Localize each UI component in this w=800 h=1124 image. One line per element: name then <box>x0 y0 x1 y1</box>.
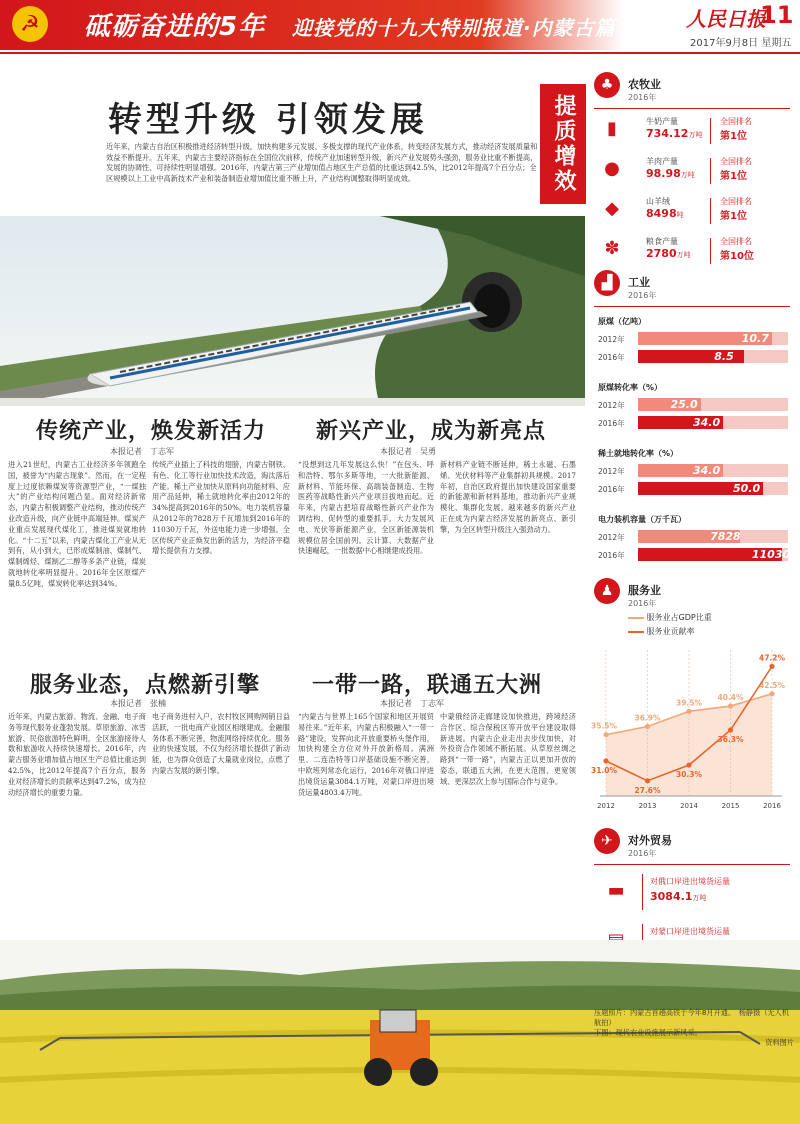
trade-year: 2016年 <box>628 849 657 858</box>
industry-bar-row <box>598 332 794 346</box>
byline-traditional: 本报记者 丁志军 <box>110 447 174 456</box>
header-divider <box>0 52 800 54</box>
industry-indicator-label: 电力装机容量（万千瓦） <box>598 515 686 524</box>
agri-item-rank: 第1位 <box>720 171 747 182</box>
industry-bar-value: 8.5 <box>714 350 734 363</box>
article-traditional-col2: 传统产业插上了科技的翅膀，内蒙古钢铁、有色、化工等行业加快技术改造，淘汰落后产能。稀土产业加快从原料向功能材料、应用产品延伸，稀土就地转化率由2012年的34%提高到2016年的50%。电力装机容量从2012年的7828万千瓦增加到2016年的11030万千瓦，外送电能力进一步增强。全区传统产业正焕发出新的活力，为经济平稳增长提供有力支撑。 <box>152 460 290 556</box>
section-title-belt-road: 一带一路，联通五大洲 <box>312 672 543 698</box>
sheep-icon: ● <box>604 158 620 179</box>
chart-point <box>603 732 608 737</box>
industry-bar-year: 2016年 <box>598 353 625 362</box>
trade-item-unit: 万吨 <box>692 894 707 902</box>
section-title-emerging: 新兴产业，成为新亮点 <box>316 418 547 444</box>
byline-belt-road: 本报记者 丁志军 <box>380 699 444 708</box>
article-emerging-col1: “没想到这几年发展这么快！”在包头、呼和浩特、鄂尔多斯等地，一大批新能源、新材料、节能环保、高端装备制造、生物医药等战略性新兴产业项目拔地而起。近年来，内蒙古把培育战略性新兴产业作为调结构、促转型的重要抓手，大力发展风电、光伏等新能源产业，全区新能源装机规模位居全国前列。云计算、大数据产业快速崛起，一批数据中心相继建成投用。 <box>298 460 434 556</box>
agri-item-number: 734.12 <box>646 127 689 140</box>
service-line-chart <box>588 636 794 826</box>
newspaper-logo: 人民日报 <box>686 7 766 31</box>
industry-bar-row <box>598 548 794 562</box>
industry-bar-row <box>598 464 794 478</box>
infographic-panel <box>588 58 800 1068</box>
chart-point <box>728 727 733 732</box>
agri-item-rank: 第10位 <box>720 251 754 262</box>
service-year: 2016年 <box>628 599 657 608</box>
industry-bar-value: 10.7 <box>741 332 769 345</box>
chart-data-label: 31.0% <box>590 765 618 775</box>
byline-emerging: 本报记者 吴勇 <box>380 447 436 456</box>
industry-bar-value: 25.0 <box>670 398 698 411</box>
agri-item-value <box>646 207 684 220</box>
trade-item-separator <box>642 874 643 910</box>
agri-item-number: 98.98 <box>646 167 681 180</box>
agri-item-separator <box>710 238 711 264</box>
industry-bar-row <box>598 350 794 364</box>
party-emblem-icon: ☭ <box>12 6 48 42</box>
intro-paragraph: 近年来，内蒙古自治区积极推进经济转型升级，加快构建多元发展、多极支撑的现代产业体系，转变经济发展方式，推动经济发展质量和效益不断提升。五年来，内蒙古主要经济指标在全国位次前移，传统产业加速转型升级，新兴产业发展势头强劲，服务业比重不断提高，发展的协调性、可持续性明显增强。2016年，内蒙古第三产业增加值占地区生产总值的比重达到42.5%，比2012年提高7个百分点；全区规模以上工业中高新技术产业和装备制造业增加值比重不断上升，产业结构调整取得明显成效。 <box>106 142 538 183</box>
chart-point <box>728 703 733 708</box>
agri-item-value <box>646 127 702 140</box>
header-subtitle: 迎接党的十九大特别报道·内蒙古篇 <box>292 16 616 40</box>
page-number: 11 <box>760 1 794 29</box>
agri-item-rank-label: 全国排名 <box>720 117 752 126</box>
agri-item-separator <box>710 198 711 224</box>
header-slogan: 砥砺奋进的5年 <box>84 12 266 42</box>
chart-data-label: 30.3% <box>675 770 703 780</box>
agri-item-name: 牛奶产量 <box>646 117 678 126</box>
industry-bar-year: 2012年 <box>598 335 625 344</box>
agri-item <box>598 156 788 186</box>
industry-block <box>588 270 794 560</box>
chart-data-label: 36.3% <box>717 735 744 745</box>
byline-service: 本报记者 张楠 <box>110 699 166 708</box>
section-title-service: 服务业态，点燃新引擎 <box>30 672 261 698</box>
chart-data-label: 27.6% <box>634 785 661 795</box>
industry-bar-value: 34.0 <box>693 464 721 477</box>
agri-item-separator <box>710 158 711 184</box>
trade-item-name: 对俄口岸进出境货运量 <box>650 877 730 886</box>
chart-data-label: 36.9% <box>634 713 661 723</box>
agri-item <box>598 196 788 226</box>
industry-bar-value: 50.0 <box>733 482 761 495</box>
legend-gdp-label: 服务业占GDP比重 <box>646 613 712 622</box>
agri-item-rank-label: 全国排名 <box>720 157 752 166</box>
industry-year: 2016年 <box>628 291 657 300</box>
industry-bar-year: 2016年 <box>598 551 625 560</box>
chart-point <box>769 664 774 669</box>
chart-data-label: 35.5% <box>590 721 618 731</box>
article-emerging-col2: 新材料产业链不断延伸，稀土永磁、石墨烯、光伏材料等产业集群初具规模。2017年初，自治区政府提出加快建设国家重要的新能源和新材料基地，推动新兴产业规模化、集群化发展。越来越多的新兴产业正在成为内蒙古经济发展的新亮点、新引擎，为全区转型升级注入强劲动力。 <box>440 460 576 534</box>
page-header <box>0 0 800 50</box>
chart-data-label: 47.2% <box>758 653 786 663</box>
person-icon: ♟ <box>594 578 620 604</box>
section-title-traditional: 传统产业，焕发新活力 <box>36 418 267 444</box>
agri-item-number: 8498 <box>646 207 677 220</box>
agri-item-name: 山羊绒 <box>646 197 670 206</box>
agri-item <box>598 236 788 266</box>
truck-icon: ▬ <box>607 880 625 901</box>
trade-item-value <box>650 890 706 903</box>
trade-item <box>598 874 788 914</box>
industry-bar-year: 2016年 <box>598 485 625 494</box>
article-belt-road-col2: 中蒙俄经济走廊建设加快推进，跨境经济合作区、综合保税区等开放平台建设取得新进展。内蒙古企业走出去步伐加快，对外投资合作领域不断拓展。从草原丝绸之路到“一带一路”，内蒙古正以更加开放的姿态，联通五大洲，在更大范围、更宽领域、更深层次上参与国际合作与竞争。 <box>440 712 576 786</box>
chart-point <box>686 709 691 714</box>
farm-icon: ♣ <box>594 72 620 98</box>
chart-x-tick-label: 2014 <box>680 802 698 810</box>
industry-bar-row <box>598 482 794 496</box>
page-title: 转型升级 引领发展 <box>108 100 428 140</box>
agri-item-rank-label: 全国排名 <box>720 197 752 206</box>
agriculture-block <box>588 66 794 276</box>
agri-item-number: 2780 <box>646 247 677 260</box>
industry-title: 工业 <box>628 276 650 289</box>
agri-item-unit: 万吨 <box>680 171 695 179</box>
chart-data-label: 42.5% <box>758 680 786 690</box>
agriculture-title: 农牧业 <box>628 78 661 91</box>
trade-divider <box>594 864 790 865</box>
agri-item <box>598 116 788 146</box>
article-service-col2: 电子商务进村入户，农村牧区网购网销日益活跃，一批电商产业园区相继建成。金融服务体系不断完善，物流网络持续优化。服务业的快速发展，不仅为经济增长提供了新动能，也为群众创造了大量就业岗位，点燃了内蒙古发展的新引擎。 <box>152 712 290 775</box>
agri-item-rank: 第1位 <box>720 131 747 142</box>
agri-item-unit: 万吨 <box>676 251 691 259</box>
chart-x-tick-label: 2016 <box>763 802 781 810</box>
industry-bar-year: 2012年 <box>598 401 625 410</box>
chart-point <box>686 762 691 767</box>
industry-bar-year: 2012年 <box>598 467 625 476</box>
agri-item-unit: 吨 <box>676 211 684 219</box>
article-traditional-col1: 进入21世纪，内蒙古工业经济多年领跑全国，被誉为“内蒙古现象”。然而，在一定程度上过度依赖煤炭等资源型产业，“一煤独大”的产业结构问题凸显。面对经济新常态，内蒙古积极调整产业结构，推动传统产业改造升级，向产业链中高端延伸。煤炭产业重点发展现代煤化工，推进煤炭就地转化。“十二五”以来，内蒙古煤化工产业从无到有，从小到大，已形成煤制油、煤制气、煤制烯烃、煤制乙二醇等多条产业链，煤炭就地转化率明显提升。2016年全区原煤产量8.5亿吨，煤炭转化率达到34%。 <box>8 460 146 588</box>
grain-icon: ✽ <box>604 238 620 259</box>
service-title: 服务业 <box>628 584 661 597</box>
caption-line-2: 下图：现代农业设施展示新风采。 <box>594 1028 702 1037</box>
industry-indicator-label: 原煤转化率（%） <box>598 383 663 392</box>
chart-x-tick-label: 2013 <box>638 802 657 810</box>
chart-point <box>769 691 774 696</box>
legend-contrib-label: 服务业贡献率 <box>646 627 695 636</box>
photo-caption <box>594 1008 794 1048</box>
side-tag: 提质增效 <box>540 84 586 204</box>
milk-icon: ▮ <box>607 118 617 139</box>
service-block <box>588 578 794 868</box>
legend-gdp <box>628 612 712 623</box>
industry-bar-row <box>598 398 794 412</box>
industry-bar-row <box>598 416 794 430</box>
cargo-icon: ✈ <box>594 828 620 854</box>
agri-item-name: 粮食产量 <box>646 237 678 246</box>
trade-title: 对外贸易 <box>628 834 672 847</box>
goat-icon: ◆ <box>605 198 619 219</box>
industry-bar-row <box>598 530 794 544</box>
chart-x-tick-label: 2015 <box>721 802 740 810</box>
industry-indicator-label: 原煤（亿吨） <box>598 317 646 326</box>
chart-point <box>645 778 650 783</box>
agri-item-separator <box>710 118 711 144</box>
agri-item-unit: 万吨 <box>688 131 703 139</box>
agri-item-rank: 第1位 <box>720 211 747 222</box>
issue-date: 2017年9月8日 星期五 <box>690 38 792 49</box>
chart-point <box>603 758 608 763</box>
caption-line-1: 压题照片：内蒙古首趟高铁于今年8月开通。 杨静摄（无人机航拍） <box>594 1008 790 1027</box>
industry-bar-year: 2012年 <box>598 533 625 542</box>
agri-item-rank-label: 全国排名 <box>720 237 752 246</box>
train-illustration <box>0 216 585 406</box>
trade-item-name: 对蒙口岸进出境货运量 <box>650 927 730 936</box>
industry-bar-value: 7828 <box>710 530 741 543</box>
agri-item-name: 羊肉产量 <box>646 157 678 166</box>
trade-item-number: 3084.1 <box>650 890 693 903</box>
article-belt-road-col1: “内蒙古与世界上165个国家和地区开展贸易往来。”近年来，内蒙古积极融入“一带一路”建设，发挥向北开放重要桥头堡作用，加快构建全方位对外开放新格局。满洲里、二连浩特等口岸基础设施不断完善，中欧班列常态化运行，2016年对俄口岸进出境货运量3084.1万吨，对蒙口岸进出境货运量4803.4万吨。 <box>298 712 434 797</box>
industry-divider <box>594 306 790 307</box>
article-service-col1: 近年来，内蒙古旅游、物流、金融、电子商务等现代服务业蓬勃发展。草原旅游、冰雪旅游、民俗旅游特色鲜明，全区旅游接待人数和旅游收入持续快速增长。2016年，内蒙古服务业增加值占地区生产总值比重达到42.5%，比2012年提高7个百分点，服务业对经济增长的贡献率达到47.2%，成为拉动经济增长的重要力量。 <box>8 712 146 797</box>
industry-indicator-label: 稀土就地转化率（%） <box>598 449 679 458</box>
chart-data-label: 40.4% <box>717 693 744 703</box>
industry-bar-value: 34.0 <box>693 416 721 429</box>
industry-bar-value: 11030 <box>751 548 791 561</box>
industry-bar-year: 2016年 <box>598 419 625 428</box>
agriculture-year: 2016年 <box>628 93 657 102</box>
chart-x-tick-label: 2012 <box>597 802 615 810</box>
chart-point <box>645 724 650 729</box>
agriculture-divider <box>594 108 790 109</box>
factory-icon: ▟ <box>594 270 620 296</box>
caption-credit: 资料图片 <box>765 1038 794 1047</box>
train-photo <box>0 216 585 406</box>
agri-item-value <box>646 247 691 260</box>
chart-data-label: 39.5% <box>675 698 703 708</box>
agri-item-value <box>646 167 695 180</box>
